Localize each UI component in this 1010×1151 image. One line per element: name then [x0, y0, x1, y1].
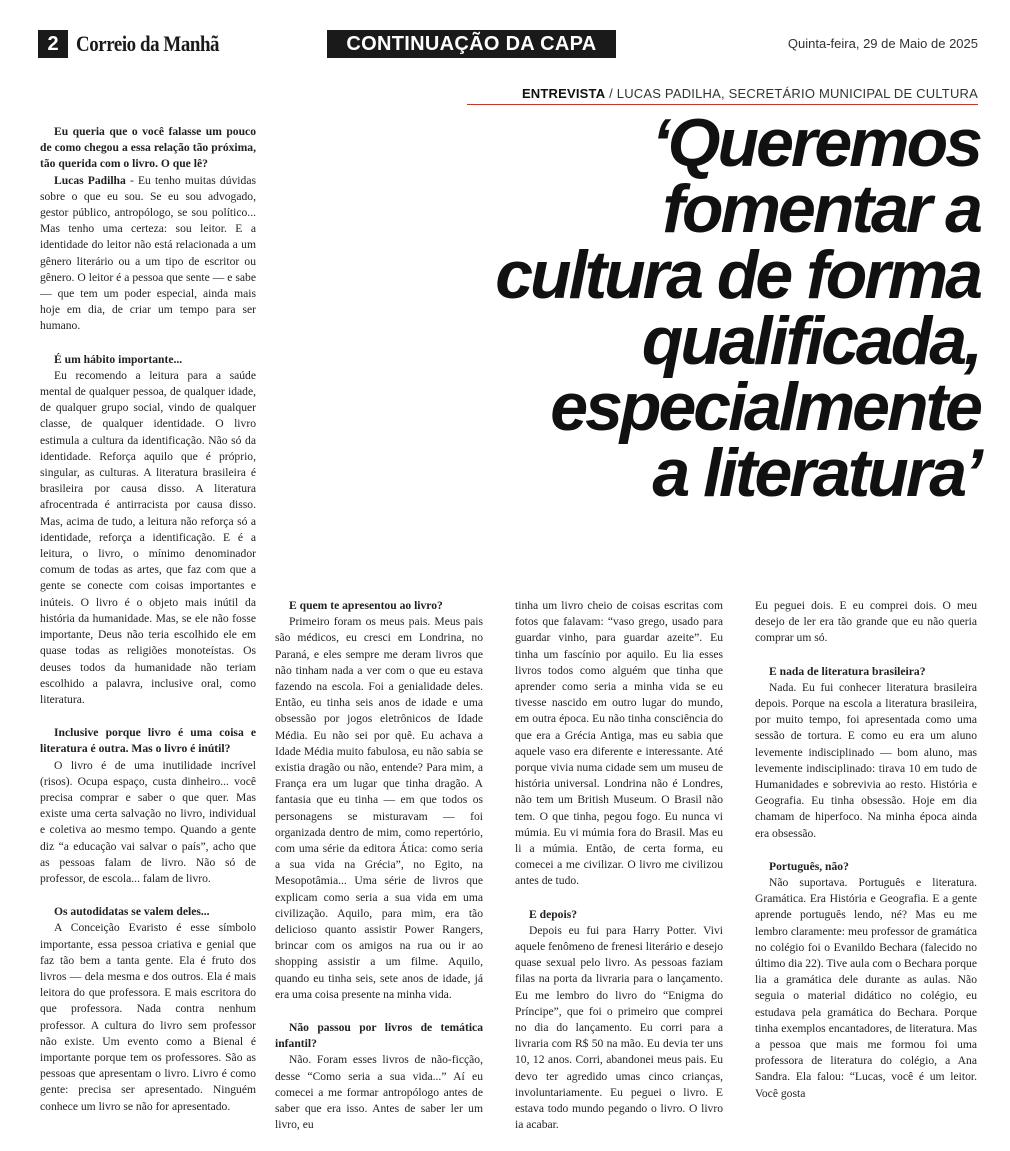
headline-line: especialmente — [550, 369, 980, 445]
issue-date: Quinta-feira, 29 de Maio de 2025 — [787, 36, 978, 51]
answer: O livro é de uma inutilidade incrível (risos). Ocupa espaço, custa dinheiro... você precisa comprar e saber o que quer. Mas existe uma certa salvação no livro, individual e coletiva ao mesmo tempo. Quando a gente diz “a educação vai salvar o país”, acho que as pessoas falam de livro. Não só de professor, de escola... falam de livro. — [40, 758, 256, 885]
publication-logo[interactable]: Correio da Manhã — [76, 31, 220, 56]
question: É um hábito importante... — [54, 352, 183, 366]
answer: Não. Foram esses livros de não-ficção, desse “Como seria a sua vida...” Aí eu comecei a me formar antropólogo antes de saber que era isso. Antes de saber ler um livro, eu — [275, 1053, 483, 1132]
answer: tinha um livro cheio de coisas escritas com fotos que falavam: “vaso grego, usado para guardar vinho, para guardar azeite”. Eu tinha um fascínio por aquilo. Eu lia esses livros todos como alguém que tinha que aprender como seria a minha vida se eu tivesse nascido em outro lugar do mundo, em outra época. Eu não tinha consciência do que era a Grécia Antiga, mas eu sabia que aquele vaso era diferente e interessante. Até porque vivia numa cidade sem um museu de história universal. Londrina não é Londres, não tem um British Museum. O Brasil não tem. O que tinha, pegou fogo. Eu nunca vi múmia. Eu vi múmia fora do Brasil. Mas eu li a múmia. Então, de certa forma, eu comecei a me civilizar. O livro me civilizou antes de tudo. — [515, 599, 723, 888]
kicker-separator: / — [605, 86, 617, 101]
headline-line: ‘Queremos — [651, 105, 980, 181]
article-column-2 — [275, 598, 483, 1134]
answer: A Conceição Evaristo é esse símbolo importante, essa pessoa criativa e genial que faz tão bem a tanta gente. Ela é fruto dos livros — dela mesma e dos outros. Ela é mais leitora do que professora. E mais escritora do que professora. Nada contra nenhum professor. A cultura do livro sem professor não existe. Um evento como a Bienal é importante porque tem os professores. São as pessoas que apresentam o livro. Livro é como gente: precisa ser apresentado. Ninguém conhece um livro se não for apresentado. — [40, 921, 256, 1113]
question: Os autodidatas se valem deles... — [54, 905, 210, 919]
kicker-subject: LUCAS PADILHA, SECRETÁRIO MUNICIPAL DE CULTURA — [616, 86, 978, 101]
answer: Nada. Eu fui conhecer literatura brasileira depois. Porque na escola a literatura brasileira, por muito tempo, foi apresentada como uma sessão de tortura. E como eu era um aluno levemente indisciplinado — bom aluno, mas levemente indisciplinado: tirava 10 em tudo de Humanidades e sobrevivia ao resto. História e Geografia. Eu tinha obsessão. Hoje em dia chamam de hiperfoco. Na minha época ainda era obsessão. — [755, 680, 977, 840]
answer-text: - Eu tenho muitas dúvidas sobre o que eu sou. Se eu sou advogado, gestor público, antropólogo, se sou político... Mas tenho uma certeza: sou leitor. E a identidade do leitor não está relacionada a um gênero literário ou a um tipo de escritor ou gênero. O leitor é a pessoa que sente — e sabe — que tem um poder especial, ainda mais hoje em dia, de criar um tempo para ser humano. — [40, 173, 256, 333]
answer — [40, 173, 256, 335]
article-column-4 — [755, 598, 977, 1102]
kicker-label: ENTREVISTA — [521, 86, 606, 101]
article-kicker — [522, 86, 978, 101]
headline-line: fomentar a — [662, 171, 980, 247]
question: E depois? — [529, 907, 577, 921]
question: E nada de literatura brasileira? — [769, 664, 926, 678]
answer: Eu recomendo a leitura para a saúde mental de qualquer pessoa, de qualquer idade, de qualquer grupo social, vindo de qualquer classe, de qualquer identidade. O livro estimula a cultura da identificação. Não só da identidade. Reforça aquilo que é próprio, singular, as culturas. A literatura brasileira é brasileira por causa disso. A literatura afrocentrada é antirracista por causa disso. Mas, acima de tudo, a leitura não reforça só a identidade, reforça a identificação. E é a leitura, o livro, o mínimo denominador comum de todas as artes, que faz com que a gente se conecte com coisas importantes e inúteis. O livro é o objeto mais inútil da história da humanidade. Mas, se ele não fosse importante, Deus não teria escolhido ele em quase todas as religiões monoteístas. Os deuses todos da humanidade não teriam escolhido a palavra, inclusive oral, como literatura. — [40, 368, 256, 706]
article-column-3 — [515, 598, 723, 1134]
answer: Não suportava. Português e literatura. Gramática. Era História e Geografia. E a gente aprende português lendo, né? Mas eu me lembro claramente: meu professor de gramática no colégio foi o Evanildo Bechara (falecido no último dia 22). Tive aula com o Bechara porque lia a gramática dele durante as aulas. Não seguia o material didático no colégio, eu estudava pela gramática do Bechara. Porque tinha exemplos encantadores, de literatura. Mas a pessoa que mais me formou foi uma professora de literatura do colégio, a Ana Sandra. Ela falou: “Lucas, você é um leitor. Você gosta — [755, 876, 977, 1100]
headline-line: a literatura’ — [652, 435, 980, 511]
headline-line: qualificada, — [641, 303, 980, 379]
question: Não passou por livros de temática infantil? — [275, 1021, 483, 1051]
page-number: 2 — [38, 30, 68, 58]
question: Eu queria que o você falasse um pouco de como chegou a essa relação tão próxima, tão querida com o livro. O que lê? — [40, 125, 256, 171]
answer: Primeiro foram os meus pais. Meus pais são médicos, eu cresci em Londrina, no Paraná, e eles sempre me deram livros que não tinham nada a ver com o que eu estava fazendo na escola. Foi a genialidade deles. Então, eu tinha seis anos de idade e uma obsessão por jogos eletrônicos de Idade Média. Eu não sei por quê. Eu achava a Idade Média muito fabulosa, eu não sabia se existia dragão ou não, entende? Para mim, a França era um lugar que tinha dragão. A fantasia que eu tinha — em que todos os personagens se misturavam — foi organizada dentro de mim, como repertório, com uma série da editora Ática: como seria a sua vida na Grécia”, no Egito, na Mesopotâmia... Uma série de livros que explicam como seria a sua vida em uma civilização. Aquilo, para mim, era tão delicioso quanto assistir Power Rangers, brincar com os amigos na rua ou ir ao shopping assistir a um filme. Aquilo, quando eu tinha seis, sete anos de idade, já era uma coisa presente na minha vida. — [275, 615, 483, 1001]
answer: Eu peguei dois. E eu comprei dois. O meu desejo de ler era tão grande que eu não queria comprar um só. — [755, 599, 977, 645]
question: Inclusive porque livro é uma coisa e literatura é outra. Mas o livro é inútil? — [40, 726, 256, 756]
question: E quem te apresentou ao livro? — [289, 599, 443, 612]
answer: Depois eu fui para Harry Potter. Vivi aquele fenômeno de frenesi literário e desejo quase sexual pelo livro. As pessoas faziam filas na porta da livraria para o lançamento. Eu me lembro do livro do “Enigma do Príncipe”, que foi o primeiro que comprei no dia do lançamento. Eu corri para a livraria com R$ 50 na mão. Eu devia ter uns 10, 12 anos. Corri, abandonei meus pais. Eu devo ter agredido umas cinco crianças, involuntariamente. Eu peguei o livro. E estava todo mundo pegando o livro. O livro ia acabar. — [515, 923, 723, 1132]
question: Português, não? — [769, 859, 849, 873]
headline-line: cultura de forma — [495, 237, 980, 313]
section-banner: CONTINUAÇÃO DA CAPA — [327, 30, 616, 58]
speaker-name: Lucas Padilha — [54, 173, 126, 187]
headline — [255, 105, 980, 511]
article-column-1 — [40, 124, 256, 1115]
